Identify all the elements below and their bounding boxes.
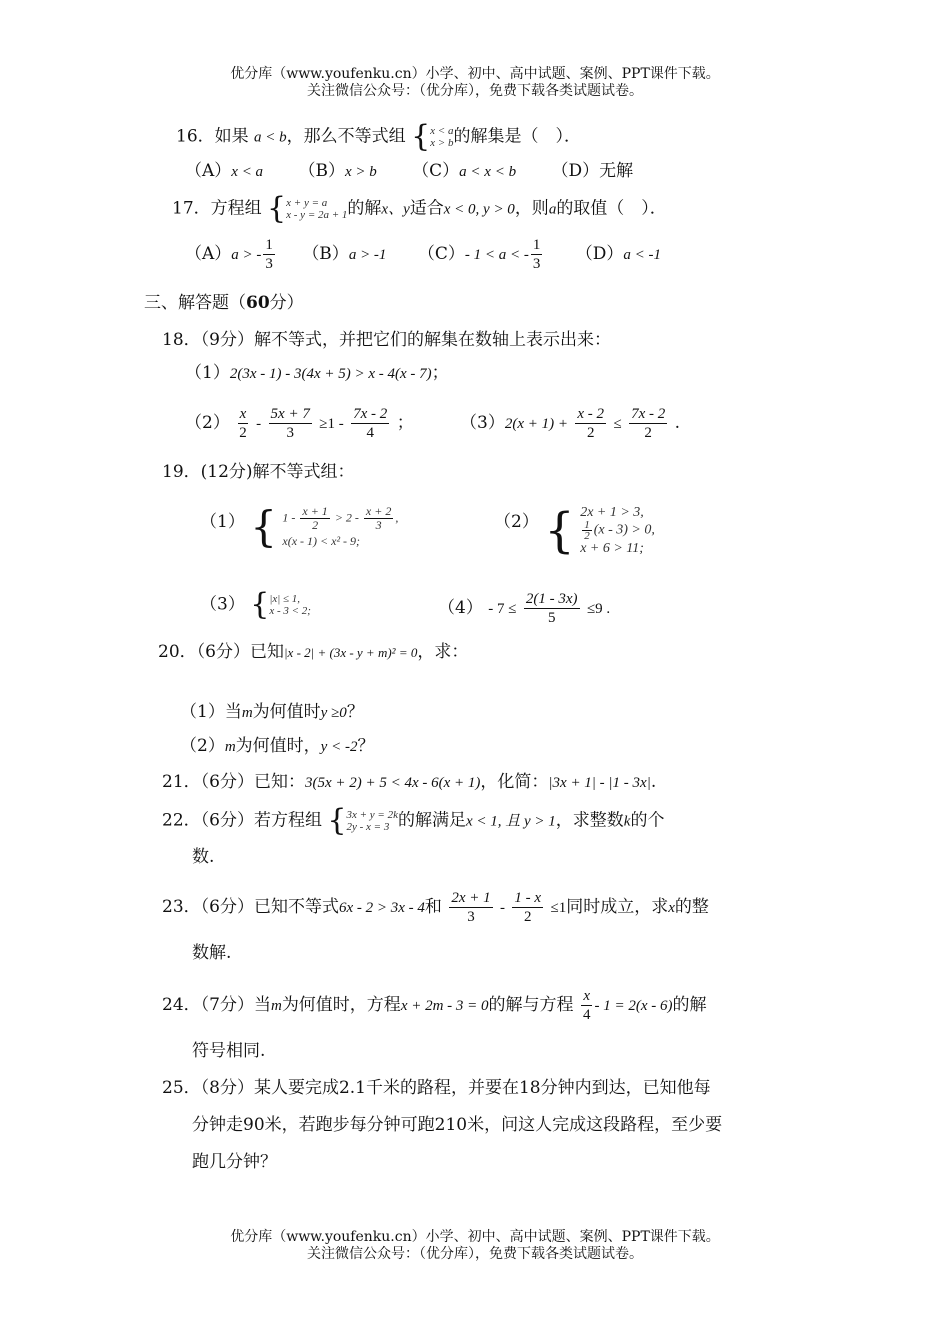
question-20 bbox=[158, 640, 468, 665]
q18-p2-label: （2） bbox=[185, 413, 230, 433]
fraction-numerator: 1 bbox=[584, 519, 590, 531]
fraction-denominator: 3 bbox=[467, 909, 475, 925]
q23-frac-2 bbox=[512, 889, 543, 926]
q16-option-c[interactable] bbox=[412, 161, 516, 181]
q21-number: 21． bbox=[162, 772, 201, 792]
q25-line-1: （8分）某人要完成2.1千米的路程，并要在18分钟内到达，已知他每 bbox=[200, 1078, 711, 1098]
q22-mid: 的解满足 bbox=[397, 810, 466, 831]
q24-post: 的解 bbox=[672, 995, 707, 1015]
q19-number: 19． bbox=[162, 462, 201, 482]
q16-pre: 如果 bbox=[214, 126, 249, 147]
q19-p2-row-1: 2x + 1 > 3, bbox=[580, 505, 644, 520]
q20-p2-var: m bbox=[224, 739, 236, 755]
q20-part-2 bbox=[180, 734, 374, 759]
fraction-numerator: x bbox=[239, 406, 247, 422]
q19-p2-brace: { bbox=[544, 502, 575, 559]
q17-mid3: ，则 bbox=[514, 198, 549, 219]
q22-cond: x < 1, 且 y > 1 bbox=[465, 813, 556, 830]
q19-p1-frac-1 bbox=[300, 505, 329, 532]
q16-system bbox=[430, 125, 453, 149]
option-text: - 1 < a < - bbox=[464, 247, 529, 263]
q18-part-3 bbox=[460, 405, 680, 442]
q19-p1-label: （1） bbox=[200, 512, 245, 532]
q24-mid2: 的解与方程 bbox=[488, 995, 574, 1015]
q20-p2-cond: y < -2 bbox=[320, 739, 358, 755]
q18-p2-frac-2 bbox=[269, 405, 312, 442]
section-title-pre: 三、解答题（ bbox=[144, 293, 246, 313]
q22-sys-row-2: 2y - x = 3 bbox=[346, 821, 390, 833]
q23-pre: （6分）已知不等式 bbox=[200, 897, 339, 917]
q20-p1-var: m bbox=[241, 705, 253, 721]
q24-mid1: 为何值时，方程 bbox=[281, 995, 401, 1015]
q23-le: ≤1 bbox=[550, 900, 567, 916]
q19-part-2 bbox=[494, 502, 655, 559]
header-line-2: 关注微信公众号：（优分库），免费下载各类试题试卷。 bbox=[307, 83, 643, 99]
q16-option-d[interactable] bbox=[551, 161, 633, 181]
q17-option-c[interactable] bbox=[417, 237, 545, 272]
q22-post1: ，求整数 bbox=[555, 810, 624, 831]
q17-option-a[interactable] bbox=[185, 237, 277, 272]
q20-p2-mid: 为何值时， bbox=[235, 736, 321, 756]
q20-number: 20． bbox=[158, 642, 197, 662]
q19-p1-system bbox=[282, 505, 398, 549]
fraction-numerator: 1 bbox=[532, 237, 541, 253]
question-23 bbox=[162, 889, 709, 926]
q19-p2-label: （2） bbox=[494, 512, 539, 532]
fraction-numerator: x bbox=[583, 988, 591, 1004]
q17-option-b[interactable] bbox=[302, 244, 386, 264]
q18-p3-frac-1 bbox=[575, 405, 606, 442]
q22-continuation: 数. bbox=[192, 847, 215, 867]
q23-post2: 的整 bbox=[674, 897, 709, 917]
q19-p4-label: （4） bbox=[438, 598, 483, 618]
q25-line-3: 跑几分钟？ bbox=[192, 1152, 277, 1172]
q21-expr2: |3x + 1| - |1 - 3x| bbox=[548, 775, 651, 791]
q20-p1-cond: y ≥0 bbox=[320, 705, 347, 721]
q19-text: (12分)解不等式组： bbox=[200, 462, 355, 482]
q23-mid: 和 bbox=[424, 897, 442, 917]
q24-pre: （7分）当 bbox=[200, 995, 271, 1015]
q22-var-k: k bbox=[623, 813, 631, 830]
q18-p1-expr: 2(3x - 1) - 3(4x + 5) > x - 4(x - 7) bbox=[229, 366, 432, 382]
option-label: （B） bbox=[302, 244, 349, 264]
q16-sys-row-2: x > b bbox=[430, 137, 454, 149]
option-text: a < -1 bbox=[623, 247, 662, 263]
q19-p1-brace: { bbox=[250, 502, 277, 551]
q18-number: 18． bbox=[162, 330, 201, 350]
fraction-numerator: x + 1 bbox=[302, 504, 328, 518]
q17-sys-row-1: x + y = a bbox=[286, 197, 328, 209]
page-footer bbox=[0, 1229, 950, 1263]
q20-part-1 bbox=[180, 700, 364, 725]
question-22 bbox=[162, 803, 665, 838]
fraction-numerator: 1 bbox=[265, 237, 273, 253]
q16-option-b[interactable] bbox=[298, 161, 376, 181]
fraction-numerator: 2x + 1 bbox=[451, 890, 491, 906]
q23-frac-1 bbox=[449, 889, 492, 926]
q19-p3-system bbox=[269, 593, 311, 617]
q18-p2-frac-1 bbox=[237, 405, 249, 442]
fraction-denominator: 2 bbox=[586, 425, 595, 441]
q20-pre: （6分）已知 bbox=[196, 642, 284, 662]
fraction-denominator: 2 bbox=[523, 909, 532, 925]
footer-line-2: 关注微信公众号：（优分库），免费下载各类试题试卷。 bbox=[307, 1246, 643, 1262]
fraction-denominator: 3 bbox=[532, 256, 541, 272]
section-3-title bbox=[144, 291, 304, 315]
q22-brace: { bbox=[327, 803, 347, 838]
fraction-denominator: 4 bbox=[582, 1007, 591, 1023]
option-label: （D） bbox=[575, 244, 624, 264]
q20-p2-end: ？ bbox=[357, 736, 375, 756]
option-text: 无解 bbox=[599, 161, 634, 181]
q17-brace: { bbox=[267, 191, 287, 226]
q17-sys-row-2: x - y = 2a + 1 bbox=[286, 209, 348, 221]
q19-p1-row1-end: , bbox=[395, 510, 399, 525]
q18-p3-le: ≤ bbox=[613, 416, 622, 432]
q17-number: 17． bbox=[172, 198, 211, 219]
fraction-numerator: x - 2 bbox=[577, 406, 605, 422]
q19-p1-row-2: x(x - 1) < x² - 9; bbox=[282, 534, 361, 548]
option-fraction bbox=[531, 236, 543, 273]
q17-options bbox=[185, 236, 661, 273]
question-18 bbox=[162, 328, 611, 352]
q19-p2-frac bbox=[582, 520, 592, 541]
q18-p2-minus: - bbox=[256, 416, 262, 432]
q18-p3-frac-2 bbox=[629, 405, 667, 442]
q16-number: 16． bbox=[176, 126, 215, 147]
q25-line-2: 分钟走90米，若跑步每分钟可跑210米，问这人完成这段路程，至少要 bbox=[192, 1115, 723, 1135]
q18-p1-label: （1） bbox=[185, 363, 230, 383]
q17-mid1: 的解 bbox=[347, 198, 382, 219]
fraction-denominator: 2 bbox=[584, 530, 590, 542]
header-line-1: 优分库（www.youfenku.cn）小学、初中、高中试题、案例、PPT课件下载。 bbox=[230, 66, 720, 82]
q19-p3-brace: { bbox=[250, 587, 270, 622]
fraction-numerator: 7x - 2 bbox=[631, 406, 666, 422]
q17-system bbox=[286, 197, 347, 221]
q21-mid: ，化简： bbox=[480, 772, 549, 792]
option-label: （C） bbox=[417, 244, 465, 264]
q24-var-m: m bbox=[270, 998, 282, 1014]
q17-var-a: a bbox=[548, 201, 557, 218]
q22-sys-row-1: 3x + y = 2k bbox=[346, 809, 398, 821]
q20-p1-label: （1）当 bbox=[180, 702, 242, 722]
q19-p3-label: （3） bbox=[200, 594, 245, 615]
fraction-denominator: 2 bbox=[312, 518, 319, 532]
q19-p2-row-2 bbox=[580, 520, 655, 541]
q24-number: 24． bbox=[162, 995, 201, 1015]
q23-post1: 同时成立，求 bbox=[566, 897, 669, 917]
q16-options bbox=[185, 159, 633, 184]
q19-p4-pre: - 7 ≤ bbox=[488, 601, 517, 617]
q19-p2-row2-text: (x - 3) > 0, bbox=[593, 522, 655, 538]
option-label: （C） bbox=[412, 161, 460, 181]
q22-number: 22． bbox=[162, 810, 201, 831]
fraction-numerator: x + 2 bbox=[365, 504, 392, 518]
q17-vars: x、y bbox=[381, 201, 410, 218]
fraction-numerator: 2(1 - 3x) bbox=[525, 591, 578, 607]
q18-text: （9分）解不等式，并把它们的解集在数轴上表示出来： bbox=[200, 330, 611, 350]
fraction-numerator: 7x - 2 bbox=[353, 406, 388, 422]
question-17 bbox=[172, 191, 667, 226]
q24-continuation: 符号相同. bbox=[192, 1041, 266, 1061]
q18-p2-ge: ≥1 - bbox=[319, 416, 344, 432]
q22-post2: 的个 bbox=[630, 810, 665, 831]
q18-p2-frac-3 bbox=[351, 405, 389, 442]
q23-expr: 6x - 2 > 3x - 4 bbox=[338, 900, 425, 916]
question-24 bbox=[162, 987, 706, 1024]
q24-eq1: x + 2m - 3 = 0 bbox=[400, 998, 489, 1014]
option-text: a < x < b bbox=[459, 164, 517, 180]
option-label: （A） bbox=[185, 244, 232, 264]
q18-p3-label: （3） bbox=[460, 413, 505, 433]
q18-part-1 bbox=[185, 361, 449, 386]
page-header bbox=[0, 66, 950, 100]
q16-post: 的解集是（ ）． bbox=[453, 126, 581, 147]
q19-p1-frac-2 bbox=[364, 505, 393, 532]
q19-p2-row-3: x + 6 > 11; bbox=[580, 541, 644, 556]
q19-p1-row1-mid: > 2 - bbox=[334, 510, 359, 525]
q19-p1-row-1 bbox=[282, 505, 398, 532]
q18-p3-end: . bbox=[674, 413, 681, 433]
q16-mid: ，那么不等式组 bbox=[286, 126, 406, 147]
option-label: （A） bbox=[185, 161, 232, 181]
q16-option-a[interactable] bbox=[185, 161, 263, 181]
q25-number: 25． bbox=[162, 1078, 201, 1098]
q21-pre: （6分）已知： bbox=[200, 772, 305, 792]
q20-p1-end: ？ bbox=[346, 702, 364, 722]
q20-p1-mid: 为何值时 bbox=[252, 702, 321, 722]
q18-p1-end: ； bbox=[431, 363, 449, 383]
q23-continuation: 数解. bbox=[192, 943, 232, 963]
q21-end: . bbox=[650, 772, 657, 792]
option-text: x > b bbox=[344, 164, 377, 180]
q18-p2-end: ； bbox=[396, 413, 414, 433]
q16-brace: { bbox=[411, 119, 431, 154]
question-21 bbox=[162, 770, 656, 795]
section-score: 60 bbox=[246, 293, 270, 313]
q20-expr: |x - 2| + (3x - y + m)² = 0 bbox=[283, 645, 418, 660]
q17-option-d[interactable] bbox=[576, 244, 661, 264]
q17-mid2: 适合 bbox=[409, 198, 444, 219]
question-16 bbox=[176, 119, 581, 154]
q20-post: ，求： bbox=[417, 642, 469, 662]
q17-cond: x < 0, y > 0 bbox=[443, 201, 515, 218]
q23-minus: - bbox=[500, 900, 505, 916]
fraction-denominator: 2 bbox=[644, 425, 652, 441]
q23-number: 23． bbox=[162, 897, 201, 917]
option-text: a > -1 bbox=[348, 247, 387, 263]
q22-pre: （6分）若方程组 bbox=[200, 810, 322, 831]
fraction-denominator: 4 bbox=[366, 425, 374, 441]
fraction-denominator: 3 bbox=[265, 256, 273, 272]
q19-p3-row-2: x - 3 < 2; bbox=[269, 605, 311, 617]
q23-var-x: x bbox=[668, 900, 675, 916]
q19-part-4 bbox=[438, 590, 610, 627]
fraction-numerator: 1 - x bbox=[514, 890, 542, 906]
footer-line-1: 优分库（www.youfenku.cn）小学、初中、高中试题、案例、PPT课件下载。 bbox=[230, 1229, 720, 1245]
q22-system bbox=[346, 809, 398, 833]
fraction-denominator: 5 bbox=[547, 610, 556, 626]
q19-p2-system bbox=[580, 505, 655, 556]
question-19 bbox=[162, 460, 355, 484]
q24-frac bbox=[581, 987, 593, 1024]
q19-part-3 bbox=[200, 587, 311, 622]
q17-pre: 方程组 bbox=[210, 198, 262, 219]
q16-cond: a < b bbox=[254, 129, 287, 146]
q16-sys-row-1: x < a bbox=[430, 125, 454, 137]
q19-p4-post: ≤9 . bbox=[586, 601, 611, 617]
q18-p3-pre: 2(x + 1) + bbox=[504, 416, 568, 432]
q17-post: 的取值（ ）． bbox=[556, 198, 667, 219]
q19-p4-frac bbox=[524, 590, 580, 627]
option-text: x < a bbox=[231, 164, 264, 180]
q19-p3-row-1: |x| ≤ 1, bbox=[269, 593, 301, 605]
q24-eq2: - 1 = 2(x - 6) bbox=[594, 998, 673, 1014]
option-fraction bbox=[263, 236, 275, 273]
q19-p1-row1-pre: 1 - bbox=[282, 510, 296, 525]
fraction-denominator: 3 bbox=[286, 425, 294, 441]
q18-part-2 bbox=[185, 405, 414, 442]
q19-part-1 bbox=[200, 502, 399, 551]
fraction-numerator: 5x + 7 bbox=[270, 406, 310, 422]
fraction-denominator: 3 bbox=[375, 518, 382, 532]
option-label: （B） bbox=[298, 161, 345, 181]
section-title-post: 分） bbox=[269, 293, 304, 313]
option-text: a > - bbox=[231, 247, 262, 263]
fraction-denominator: 2 bbox=[239, 425, 247, 441]
question-25 bbox=[162, 1076, 711, 1100]
q21-expr: 3(5x + 2) + 5 < 4x - 6(x + 1) bbox=[304, 775, 481, 791]
q20-p2-label: （2） bbox=[180, 736, 225, 756]
option-label: （D） bbox=[551, 161, 600, 181]
